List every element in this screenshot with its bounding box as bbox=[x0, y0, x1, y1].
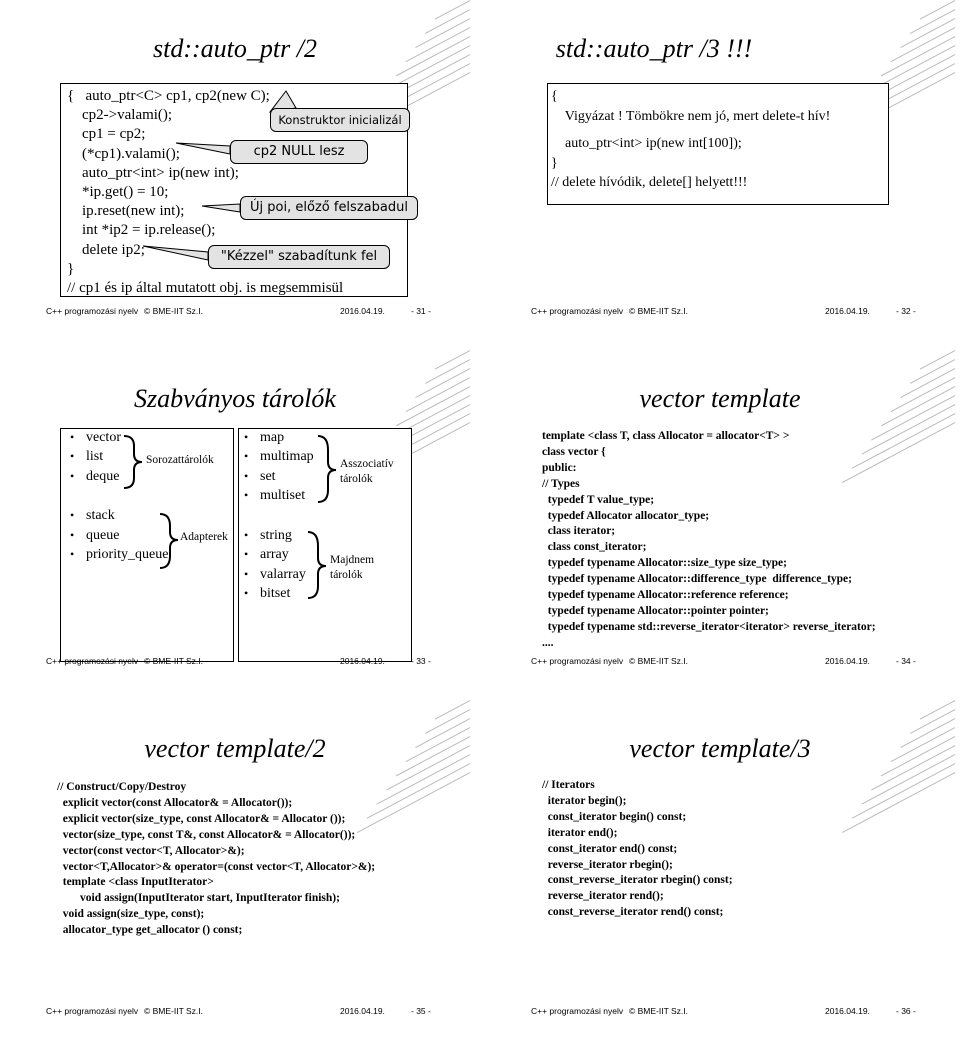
footer-course: C++ programozási nyelv bbox=[531, 306, 624, 316]
slide-footer bbox=[531, 656, 931, 670]
footer-copyright: © BME-IIT Sz.I. bbox=[144, 1006, 204, 1016]
code-line: // Types bbox=[542, 477, 580, 490]
code-line: delete ip2; bbox=[67, 241, 145, 258]
code-line: cp2->valami(); bbox=[67, 107, 173, 124]
group-label: Adapterek bbox=[180, 531, 228, 543]
code-line: template <class T, class Allocator = allocator<T> > bbox=[542, 430, 790, 442]
group-label: tárolók bbox=[330, 569, 363, 581]
code-line: const_iterator end() const; bbox=[542, 842, 678, 855]
code-line: auto_ptr<int> ip(new int); bbox=[67, 164, 239, 181]
code-line: *ip.get() = 10; bbox=[67, 184, 169, 201]
slide-footer bbox=[531, 306, 931, 320]
footer-page-number: - 33 - bbox=[411, 656, 431, 666]
list-item: • valarray bbox=[260, 567, 306, 583]
code-line: vector<T,Allocator>& operator=(const vector<T, Allocator>&); bbox=[57, 860, 376, 873]
list-item: • multiset bbox=[260, 488, 305, 504]
code-line: { bbox=[551, 89, 558, 104]
code-line: class vector { bbox=[542, 445, 606, 458]
slide-title: vector template/3 bbox=[629, 734, 811, 763]
code-line: typedef typename Allocator::pointer pointer; bbox=[542, 604, 769, 617]
group-label: tárolók bbox=[340, 473, 373, 485]
code-block bbox=[551, 87, 830, 193]
slide-35 bbox=[0, 700, 470, 1033]
code-line: typedef typename Allocator::difference_type difference_type; bbox=[542, 573, 852, 586]
code-block bbox=[542, 429, 876, 652]
stripe-line bbox=[920, 0, 955, 20]
stripe-line bbox=[881, 36, 955, 76]
footer-date: 2016.04.19. bbox=[825, 1006, 870, 1016]
code-line: const_iterator begin() const; bbox=[542, 810, 687, 823]
code-line: typedef typename Allocator::reference reference; bbox=[542, 589, 789, 602]
code-line: const_reverse_iterator rbegin() const; bbox=[542, 874, 733, 887]
code-line: const_reverse_iterator rend() const; bbox=[542, 906, 724, 919]
code-line: iterator end(); bbox=[542, 826, 618, 839]
code-line: void assign(size_type, const); bbox=[57, 908, 205, 921]
slide-title: Szabványos tárolók bbox=[134, 384, 336, 413]
code-line: void assign(InputIterator start, InputIterator finish); bbox=[57, 892, 340, 905]
footer-page-number: - 34 - bbox=[896, 656, 916, 666]
code-line: vector(size_type, const T&, const Allocator& = Allocator()); bbox=[57, 828, 356, 841]
footer-date: 2016.04.19. bbox=[825, 306, 870, 316]
slide-31 bbox=[0, 0, 470, 333]
footer-course: C++ programozási nyelv bbox=[531, 656, 624, 666]
code-line: vector(const vector<T, Allocator>&); bbox=[57, 844, 245, 857]
footer-course: C++ programozási nyelv bbox=[46, 656, 139, 666]
list-item: • list bbox=[86, 449, 103, 465]
group-label: Majdnem bbox=[330, 554, 375, 566]
footer-date: 2016.04.19. bbox=[340, 1006, 385, 1016]
callout-bubble: Új poi, előző felszabadul bbox=[240, 196, 418, 220]
code-line: typedef Allocator allocator_type; bbox=[542, 509, 710, 522]
list-item: • bitset bbox=[260, 586, 290, 602]
footer-page-number: - 36 - bbox=[896, 1006, 916, 1016]
slide-32 bbox=[485, 0, 955, 333]
code-line: { auto_ptr<C> cp1, cp2(new C); bbox=[67, 88, 270, 104]
slide-title: std::auto_ptr /2 bbox=[153, 34, 317, 63]
list-item: • queue bbox=[86, 528, 119, 544]
code-line: // Iterators bbox=[542, 779, 595, 791]
list-item: • map bbox=[260, 430, 284, 446]
slide-title: vector template/2 bbox=[144, 734, 326, 763]
list-item: • array bbox=[260, 547, 289, 563]
footer-date: 2016.04.19. bbox=[340, 306, 385, 316]
slide-footer bbox=[46, 306, 446, 320]
footer-copyright: © BME-IIT Sz.I. bbox=[144, 656, 204, 666]
group-label: Sorozattárolók bbox=[146, 454, 214, 466]
code-line: class const_iterator; bbox=[542, 541, 647, 554]
code-line: // delete hívódik, delete[] helyett!!! bbox=[551, 175, 748, 190]
footer-course: C++ programozási nyelv bbox=[46, 1006, 139, 1016]
group-label: Asszociatív bbox=[340, 458, 394, 470]
list-item: • priority_queue bbox=[86, 547, 168, 563]
code-line: explicit vector(size_type, const Allocator& = Allocator ()); bbox=[57, 812, 346, 825]
code-line: allocator_type get_allocator () const; bbox=[57, 924, 243, 937]
grouping-braces bbox=[0, 350, 470, 683]
code-line: .... bbox=[542, 636, 554, 649]
code-block bbox=[57, 780, 375, 939]
callout-bubble: cp2 NULL lesz bbox=[230, 140, 368, 164]
slide-footer bbox=[46, 656, 446, 670]
list-item: • stack bbox=[86, 508, 115, 524]
code-line: template <class InputIterator> bbox=[57, 876, 214, 889]
code-line: explicit vector(const Allocator& = Allocator()); bbox=[57, 796, 293, 809]
code-line: (*cp1).valami(); bbox=[67, 145, 180, 162]
footer-copyright: © BME-IIT Sz.I. bbox=[629, 306, 689, 316]
footer-copyright: © BME-IIT Sz.I. bbox=[629, 1006, 689, 1016]
slide-title: vector template bbox=[639, 384, 801, 413]
code-line: reverse_iterator rbegin(); bbox=[542, 858, 673, 871]
code-line: iterator begin(); bbox=[542, 794, 627, 807]
list-item: • string bbox=[260, 528, 292, 544]
footer-page-number: - 35 - bbox=[411, 1006, 431, 1016]
code-line: typedef typename std::reverse_iterator<iterator> reverse_iterator; bbox=[542, 620, 876, 633]
list-item: • deque bbox=[86, 469, 119, 485]
callout-bubble: Konstruktor inicializál bbox=[270, 108, 410, 132]
slide-33 bbox=[0, 350, 470, 683]
stripe-line bbox=[920, 700, 955, 720]
code-line: // cp1 és ip által mutatott obj. is megsemmisül bbox=[67, 280, 344, 297]
footer-course: C++ programozási nyelv bbox=[46, 306, 139, 316]
slide-footer bbox=[531, 1006, 931, 1020]
stripe-line bbox=[920, 350, 955, 370]
slide-34 bbox=[485, 350, 955, 683]
footer-copyright: © BME-IIT Sz.I. bbox=[144, 306, 204, 316]
callout-connectors bbox=[0, 0, 470, 333]
slide-title: std::auto_ptr /3 !!! bbox=[555, 34, 753, 63]
list-item: • set bbox=[260, 469, 276, 485]
code-line: reverse_iterator rend(); bbox=[542, 890, 664, 903]
code-line: // Construct/Copy/Destroy bbox=[57, 781, 187, 793]
footer-date: 2016.04.19. bbox=[825, 656, 870, 666]
footer-page-number: - 32 - bbox=[896, 306, 916, 316]
code-line: class iterator; bbox=[542, 525, 616, 538]
stripe-line bbox=[842, 772, 955, 833]
footer-course: C++ programozási nyelv bbox=[531, 1006, 624, 1016]
footer-copyright: © BME-IIT Sz.I. bbox=[629, 656, 689, 666]
stripe-line bbox=[435, 700, 470, 720]
code-line: ip.reset(new int); bbox=[67, 203, 185, 220]
code-line: auto_ptr<int> ip(new int[100]); bbox=[551, 136, 742, 151]
code-line: } bbox=[67, 260, 75, 277]
code-line: public: bbox=[542, 461, 577, 474]
code-line: typedef T value_type; bbox=[542, 493, 655, 506]
footer-date: 2016.04.19. bbox=[340, 656, 385, 666]
stripe-line bbox=[891, 27, 955, 62]
list-item: • multimap bbox=[260, 449, 314, 465]
slide-footer bbox=[46, 1006, 446, 1020]
code-line: Vigyázat ! Tömbökre nem jó, mert delete-t hív! bbox=[551, 108, 831, 124]
footer-page-number: - 31 - bbox=[411, 306, 431, 316]
code-line: } bbox=[551, 155, 558, 171]
code-block bbox=[542, 778, 733, 921]
callout-bubble: "Kézzel" szabadítunk fel bbox=[208, 245, 390, 269]
list-item: • vector bbox=[86, 430, 121, 446]
code-line: typedef typename Allocator::size_type size_type; bbox=[542, 557, 787, 570]
slide-36 bbox=[485, 700, 955, 1033]
code-line: cp1 = cp2; bbox=[67, 126, 146, 143]
code-line: int *ip2 = ip.release(); bbox=[67, 222, 216, 239]
